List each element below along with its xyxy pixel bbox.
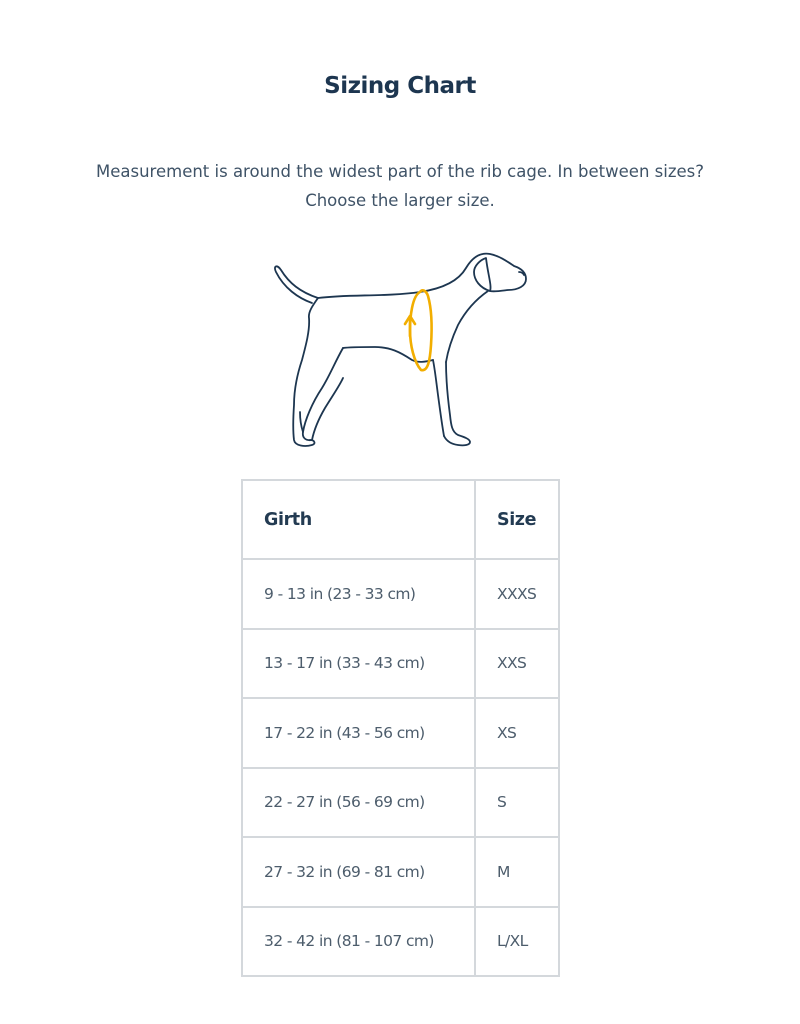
table-row [242, 768, 559, 838]
sizing-instructions-line-2: Choose the larger size. [305, 191, 495, 210]
girth-cell: 13 - 17 in (33 - 43 cm) [242, 629, 475, 699]
girth-column-header: Girth [242, 480, 475, 559]
size-cell: XS [475, 698, 559, 768]
dog-outline [275, 254, 526, 446]
table-row [242, 698, 559, 768]
size-cell: M [475, 837, 559, 907]
sizing-table [241, 479, 560, 977]
girth-cell: 17 - 22 in (43 - 56 cm) [242, 698, 475, 768]
table-row [242, 837, 559, 907]
girth-cell: 32 - 42 in (81 - 107 cm) [242, 907, 475, 977]
size-column-header: Size [475, 480, 559, 559]
size-cell: XXS [475, 629, 559, 699]
size-cell: S [475, 768, 559, 838]
size-cell: XXXS [475, 559, 559, 629]
table-row [242, 559, 559, 629]
table-row [242, 629, 559, 699]
size-cell: L/XL [475, 907, 559, 977]
girth-cell: 9 - 13 in (23 - 33 cm) [242, 559, 475, 629]
table-header-row [242, 480, 559, 559]
girth-cell: 27 - 32 in (69 - 81 cm) [242, 837, 475, 907]
dog-girth-measurement-icon [262, 240, 538, 455]
page-title: Sizing Chart [324, 73, 476, 100]
girth-cell: 22 - 27 in (56 - 69 cm) [242, 768, 475, 838]
table-row [242, 907, 559, 977]
sizing-instructions [60, 157, 740, 215]
sizing-instructions-line-1: Measurement is around the widest part of the rib cage. In between sizes? [96, 162, 704, 181]
